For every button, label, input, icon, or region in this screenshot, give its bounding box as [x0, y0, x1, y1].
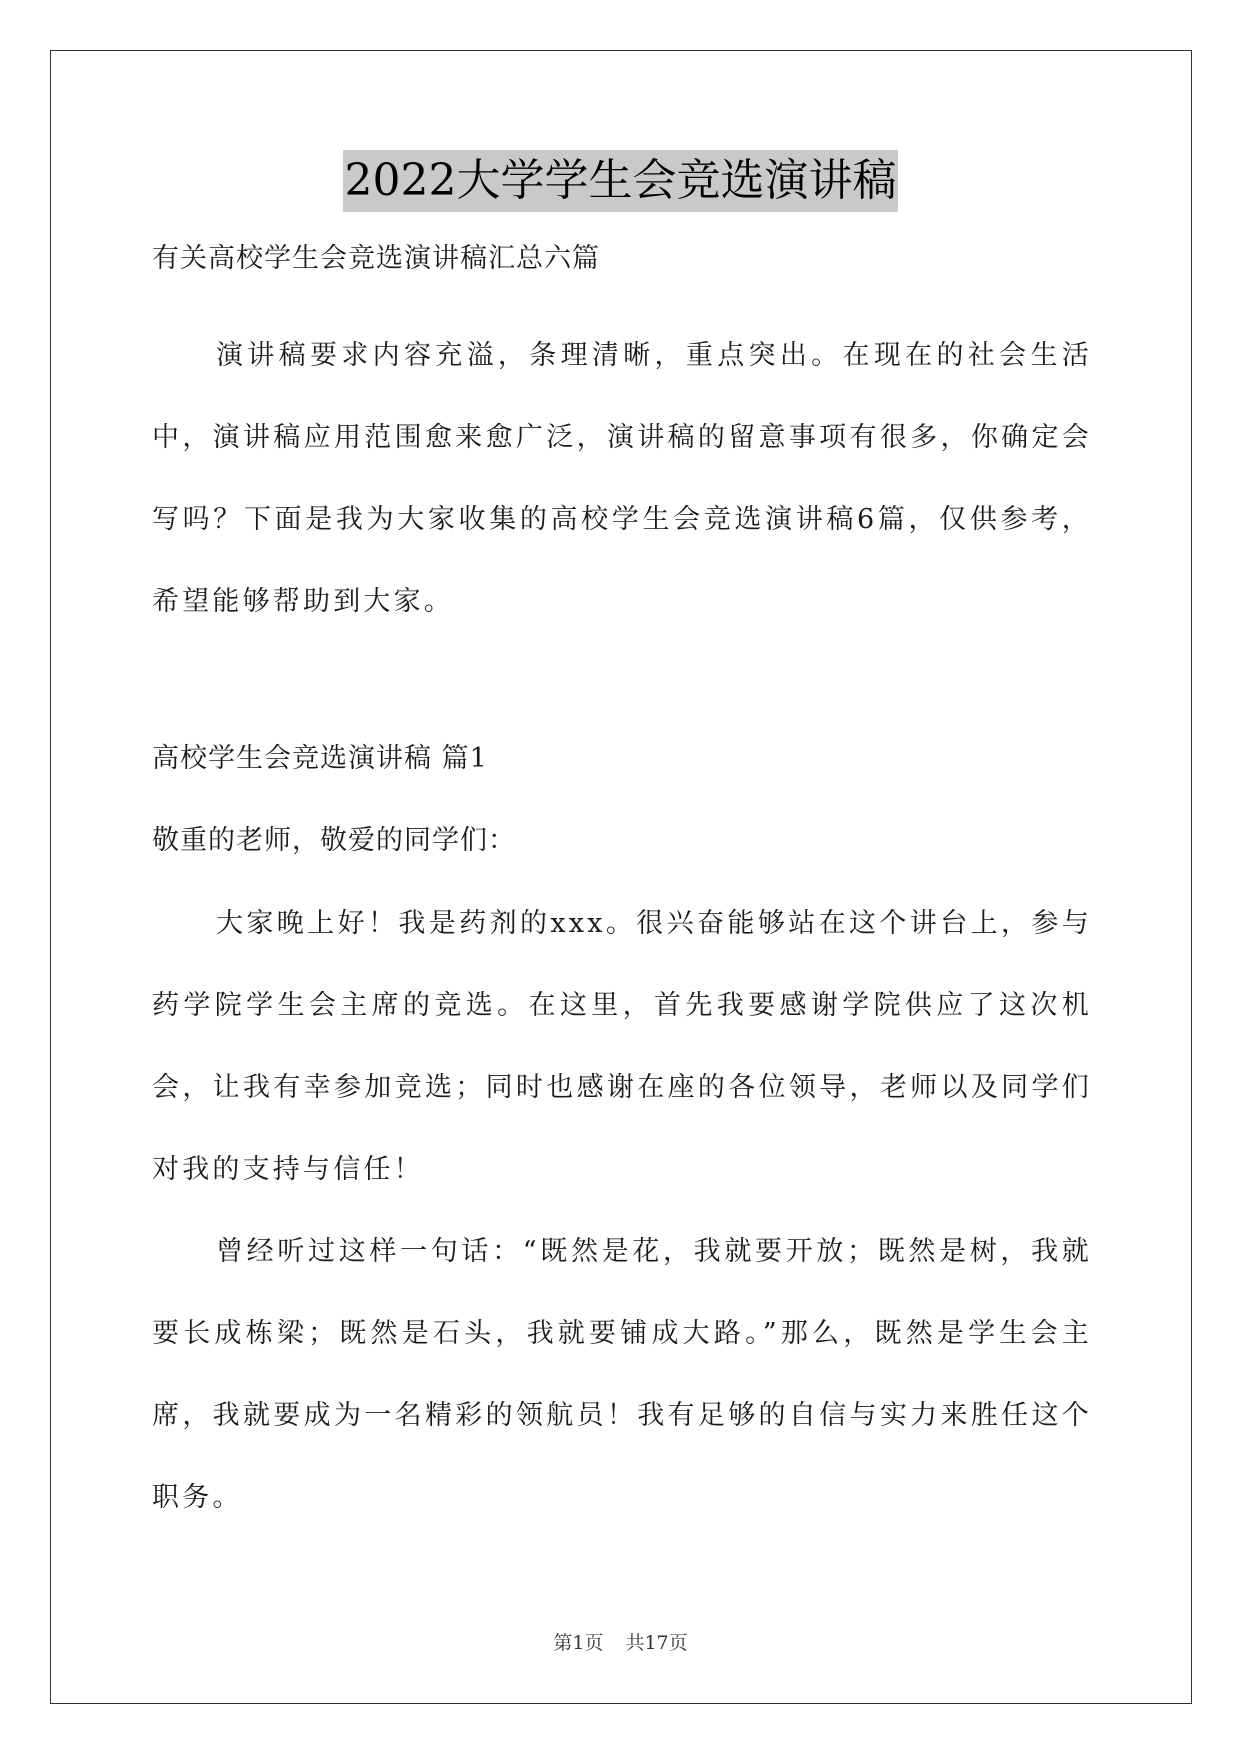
page-total: 共17页: [625, 1632, 688, 1654]
page-footer: [0, 1628, 1241, 1655]
body-paragraph: 大家晚上好！我是药剂的xxx。很兴奋能够站在这个讲台上，参与药学院学生会主席的竞选。在这里，首先我要感谢学院供应了这次机会，让我有幸参加竞选；同时也感谢在座的各位领导，老师以及同学们对我的支持与信任！: [152, 908, 1092, 1185]
title-container: [0, 150, 1241, 212]
intro-paragraph: 演讲稿要求内容充溢，条理清晰，重点突出。在现在的社会生活中，演讲稿应用范围愈来愈广泛，演讲稿的留意事项有很多，你确定会写吗？下面是我为大家收集的高校学生会竞选演讲稿6篇，仅供参考，希望能够帮助到大家。: [152, 340, 1092, 617]
section-heading: 高校学生会竞选演讲稿 篇1: [152, 743, 488, 774]
body-paragraph: 曾经听过这样一句话：“既然是花，我就要开放；既然是树，我就要长成栋梁；既然是石头，我就要铺成大路。”那么，既然是学生会主席，我就要成为一名精彩的领航员！我有足够的自信与实力来胜任这个职务。: [152, 1236, 1092, 1513]
document-title: 2022大学学生会竞选演讲稿: [343, 150, 899, 212]
salutation: 敬重的老师，敬爱的同学们：: [152, 825, 516, 856]
document-subtitle: 有关高校学生会竞选演讲稿汇总六篇: [152, 243, 600, 274]
page-number: 第1页: [553, 1632, 604, 1654]
document-body: [152, 235, 1092, 1539]
